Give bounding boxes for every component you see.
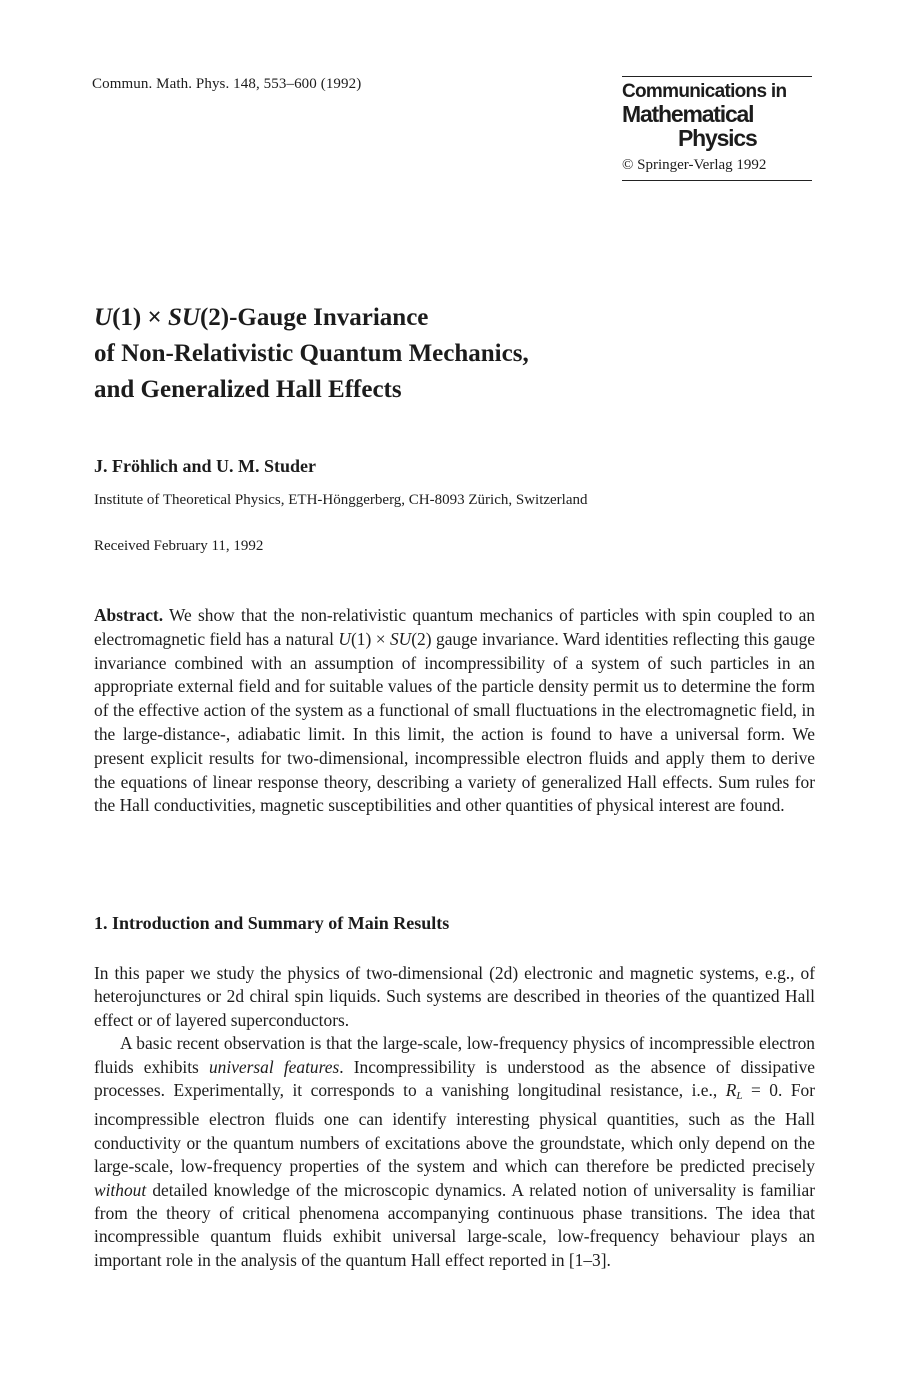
abstract-math-2: (2) [411, 628, 432, 649]
title-math-1: (1) × [112, 304, 168, 331]
journal-citation: Commun. Math. Phys. 148, 553–600 (1992) [92, 76, 362, 92]
author-list: J. Fröhlich and U. M. Studer [94, 456, 317, 476]
para2-text-b: . Incompressibility is understood as the absence of dissipative processes. Experimentally, it corresponds to a vanishing longitudinal resistance, i.e., [94, 1056, 815, 1101]
abstract-math-u: U [338, 628, 351, 649]
title-math-u: U [94, 304, 113, 331]
paragraph-1: In this paper we study the physics of two-dimensional (2d) electronic and magnetic systems, e.g., of heterojunctures or 2d chiral spin liquids. Such systems are described in theories of the quantized Hall effect or of layered superconductors. [94, 963, 815, 1030]
section-body [94, 962, 815, 1272]
received-date: Received February 11, 1992 [94, 538, 264, 554]
journal-logo-block [622, 76, 812, 181]
title-math-su: SU [167, 304, 200, 331]
para2-math-r: R [725, 1080, 737, 1101]
para2-text-c: . For incompressible electron fluids one can identify interesting physical quantities, such as the Hall conductivity or the quantum numbers of excitations above the groundstate, which only depend on the large-scale, low-frequency properties of the system and which can therefore be predicted precisely [94, 1080, 816, 1177]
abstract-text-part2: gauge invariance. Ward identities reflecting this gauge invariance combined with an assumption of incompressibility of a system of such particles in an appropriate external field and for suitable values of the particle density permit us to determine the form of the effective action of the system as a functional of small fluctuations in the electromagnetic field, in the large-distance-, adiabatic limit. In this limit, the action is found to have a universal form. We present explicit results for two-dimensional, incompressible electron fluids and apply them to derive the equations of linear response theory, describing a variety of generalized Hall effects. Sum rules for the Hall conductivities, magnetic susceptibilities and other quantities of physical interest are found. [94, 628, 815, 816]
para2-text-d: detailed knowledge of the microscopic dynamics. A related notion of universality is familiar from the theory of critical phenomena accompanying continuous phase transitions. The idea that incompressible quantum fluids exhibit universal large-scale, low-frequency behaviour plays an important role in the analysis of the quantum Hall effect reported in [1–3]. [94, 1179, 815, 1270]
title-line-3: and Generalized Hall Effects [94, 376, 402, 403]
abstract [94, 604, 815, 818]
para2-math-sub: L [736, 1090, 743, 1103]
journal-name-line1: Communications in [622, 81, 787, 102]
title-line-2: of Non-Relativistic Quantum Mechanics, [94, 340, 529, 367]
journal-name-line3: Physics [678, 125, 757, 151]
para2-text-a: A basic recent observation is that the large-scale, low-frequency physics of incompressible electron fluids exhibits [94, 1033, 815, 1077]
journal-name-line2: Mathematical [622, 101, 754, 127]
paper-title [94, 300, 529, 408]
title-line-1 [94, 300, 529, 336]
abstract-math-1: (1) × [350, 628, 390, 649]
para2-emphasis-universal: universal features [208, 1056, 340, 1077]
abstract-math-su: SU [389, 628, 412, 649]
abstract-text-part1: We show that the non-relativistic quantum mechanics of particles with spin coupled to an electromagnetic field has a natural [94, 605, 815, 649]
para2-math-eq: = 0 [742, 1080, 778, 1101]
title-line1-rest: (2)-Gauge Invariance [199, 304, 429, 331]
section-heading: 1. Introduction and Summary of Main Results [94, 913, 450, 933]
author-affiliation: Institute of Theoretical Physics, ETH-Hönggerberg, CH-8093 Zürich, Switzerland [94, 492, 588, 508]
paragraph-2 [94, 1032, 815, 1272]
para2-emphasis-without: without [94, 1179, 147, 1200]
copyright-notice: © Springer-Verlag 1992 [622, 157, 767, 173]
abstract-label: Abstract. [94, 605, 164, 625]
